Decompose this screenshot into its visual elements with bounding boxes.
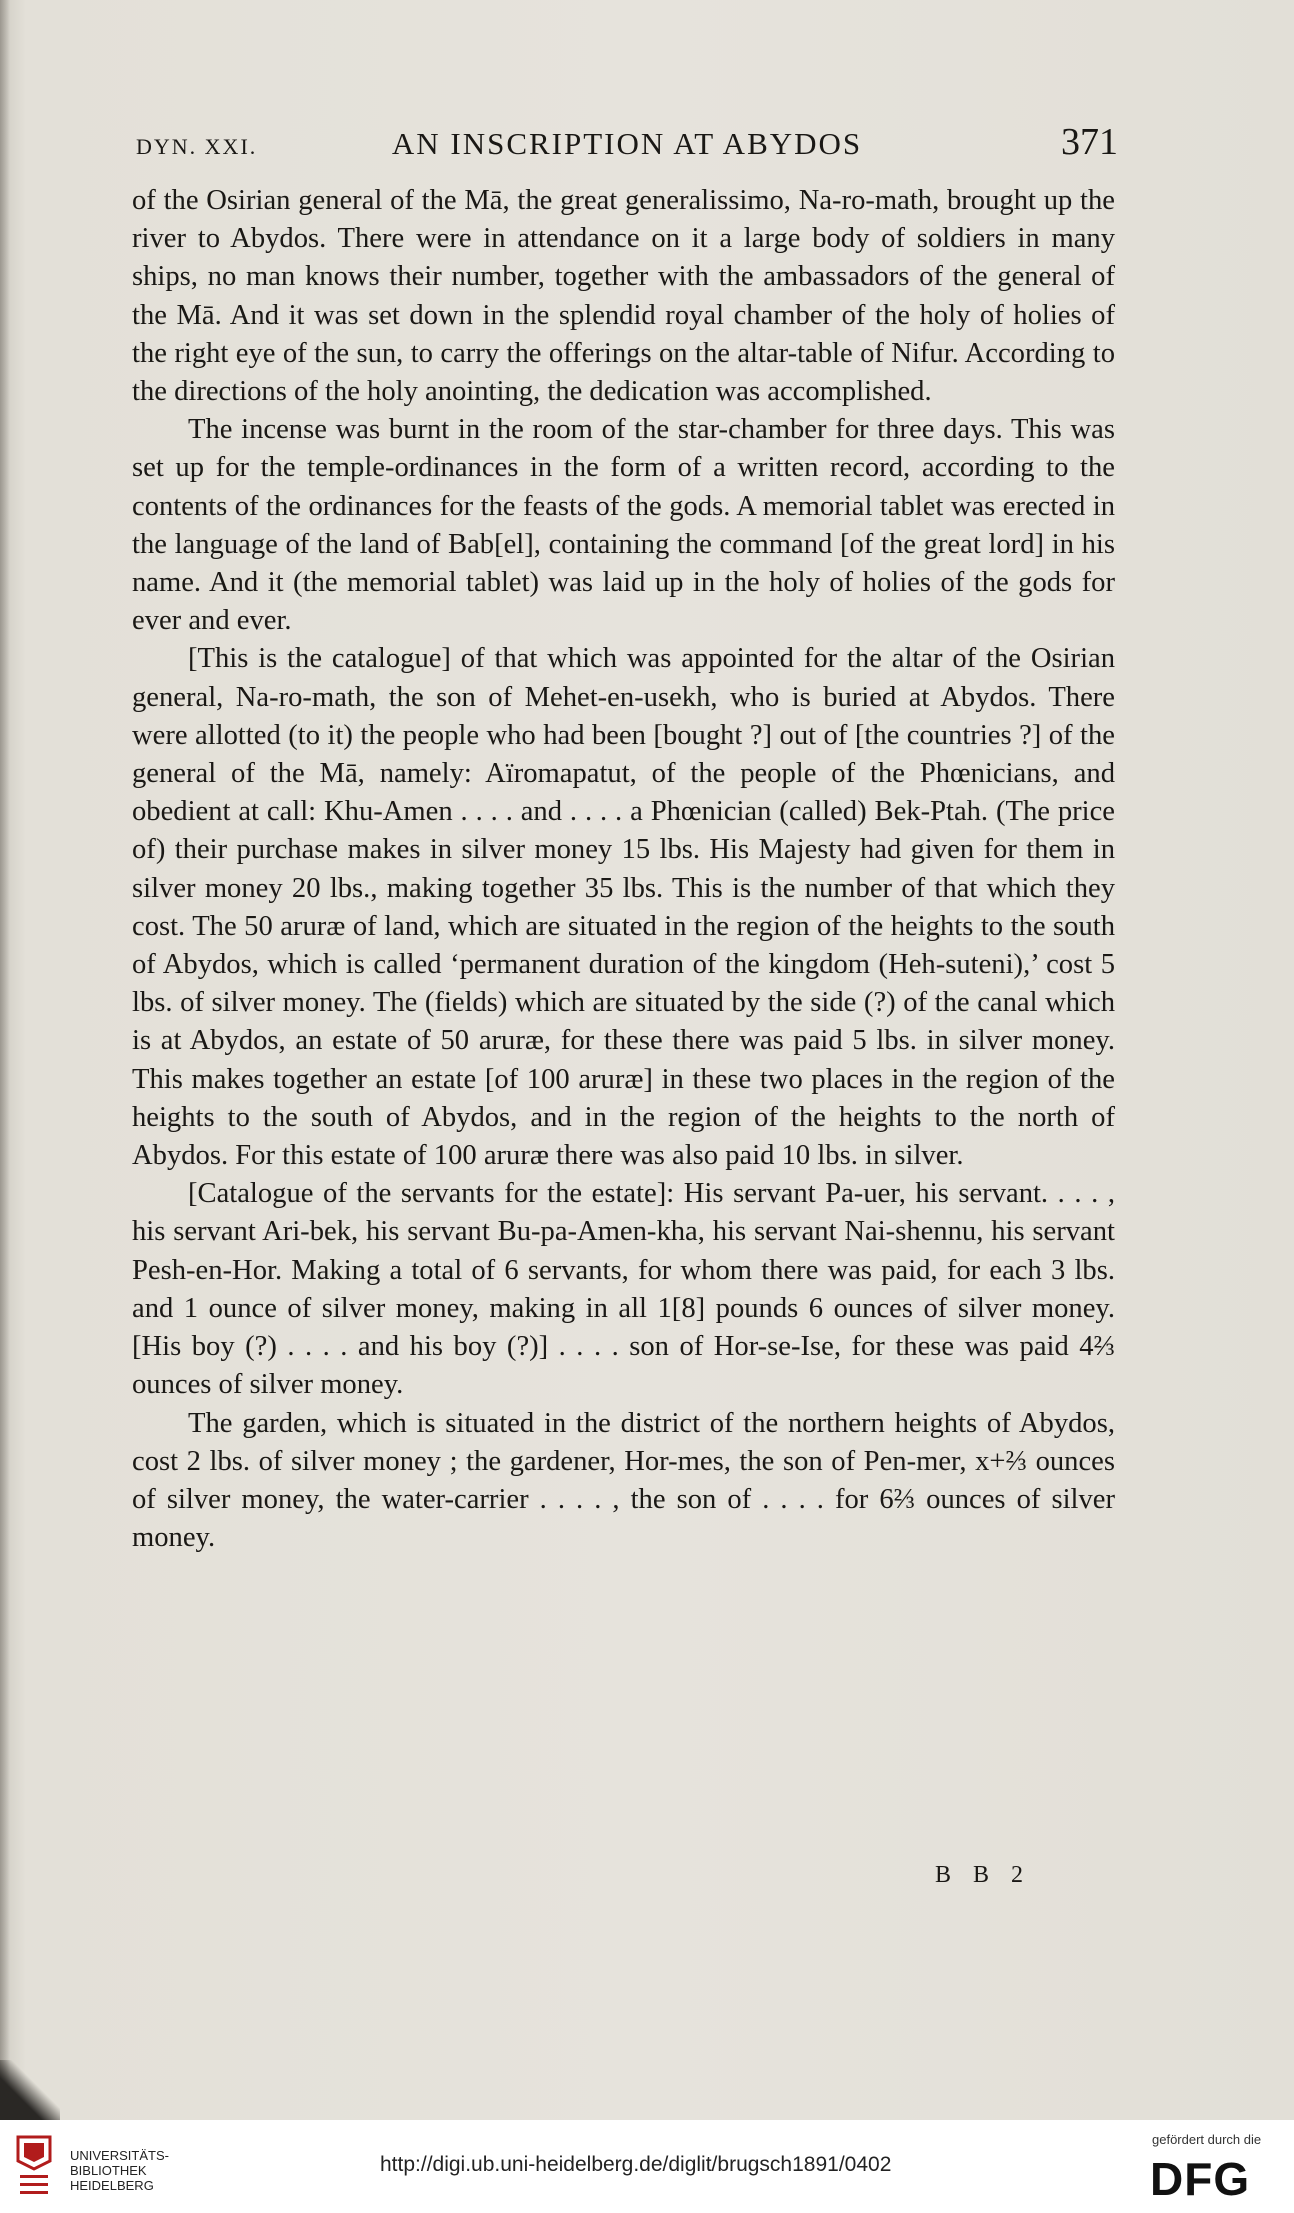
library-line: HEIDELBERG (70, 2178, 154, 2193)
signature-mark: B B 2 (935, 1862, 1032, 1888)
source-url-link[interactable]: http://digi.ub.uni-heidelberg.de/diglit/brugsch1891/0402 (380, 2153, 892, 2176)
library-line: BIBLIOTHEK (70, 2163, 147, 2178)
library-name (70, 2148, 169, 2193)
body-text (132, 182, 1115, 1557)
funded-by-label: gefördert durch die (1152, 2132, 1262, 2147)
paragraph-2: The incense was burnt in the room of the star-chamber for three days. This was set up for the temple-ordinances in the form of a written record, according to the contents of the ordinances for the feasts of the gods. A memorial tablet was erected in the language of the land of Bab[el], containing the command [of the great lord] in his name. And it (the memorial tablet) was laid up in the holy of holies of the gods for ever and ever. (132, 414, 1115, 637)
dfg-logo: DFG (1150, 2153, 1251, 2205)
spine-corner (0, 2060, 60, 2120)
page-number: 371 (1061, 121, 1118, 163)
library-line: UNIVERSITÄTS- (70, 2148, 169, 2163)
spine-shadow (0, 0, 10, 2120)
running-header (136, 120, 1118, 170)
paragraph-5: The garden, which is situated in the district of the northern heights of Abydos, cost 2 lbs. of silver money ; the gardener, Hor-mes, the son of Pen-mer, x+⅔ ounces of silver money, the water-carrier . . . . , the son of . . . . for 6⅔ ounces of silver money. (132, 1407, 1115, 1554)
footer-bar (0, 2120, 1294, 2213)
paragraph-4: [Catalogue of the servants for the estate]: His servant Pa-uer, his servant. . . . , his servant Ari-bek, his servant Bu-pa-Amen-kha, his servant Nai-shennu, his servant Pesh-en-Hor. Making a total of 6 servants, for whom there was paid, for each 3 lbs. and 1 ounce of silver money, making in all 1[8] pounds 6 ounces of silver money. [His boy (?) . . . . and his boy (?)] . . . . son of Hor-se-Ise, for these was paid 4⅔ ounces of silver money. (132, 1178, 1115, 1401)
paragraph-3: [This is the catalogue] of that which was appointed for the altar of the Osirian general, Na-ro-math, the son of Mehet-en-usekh, who is buried at Abydos. There were allotted (to it) the people who had been [bought ?] out of [the countries ?] of the general of the Mā, namely: Aïromapatut, of the people of the Phœnicians, and obedient at call: Khu-Amen . . . . and . . . . a Phœnician (called) Bek-Ptah. (The price of) their purchase makes in silver money 15 lbs. His Majesty had given for them in silver money 20 lbs., making together 35 lbs. This is the number of that which they cost. The 50 aruræ of land, which are situated in the region of the heights to the south of Abydos, which is called ‘permanent duration of the kingdom (Heh-suteni),’ cost 5 lbs. of silver money. The (fields) which are situated by the side (?) of the canal which is at Abydos, an estate of 50 aruræ, for these there was paid 5 lbs. in silver money. This makes together an estate [of 100 aruræ] in these two places in the region of the heights to the south of Abydos, and in the region of the heights to the north of Abydos. For this estate of 100 aruræ there was also paid 10 lbs. in silver. (132, 643, 1115, 1172)
paragraph-1: of the Osirian general of the Mā, the great generalissimo, Na-ro-math, brought up the river to Abydos. There were in attendance on it a large body of soldiers in many ships, no man knows their number, together with the ambassadors of the general of the Mā. And it was set down in the splendid royal chamber of the holy of holies of the right eye of the sun, to carry the offerings on the altar-table of Nifur. According to the directions of the holy anointing, the dedication was accomplished. (132, 185, 1115, 408)
header-dynasty: DYN. XXI. (136, 134, 258, 159)
library-logo-icon (14, 2133, 54, 2199)
header-title: AN INSCRIPTION AT ABYDOS (391, 126, 863, 161)
